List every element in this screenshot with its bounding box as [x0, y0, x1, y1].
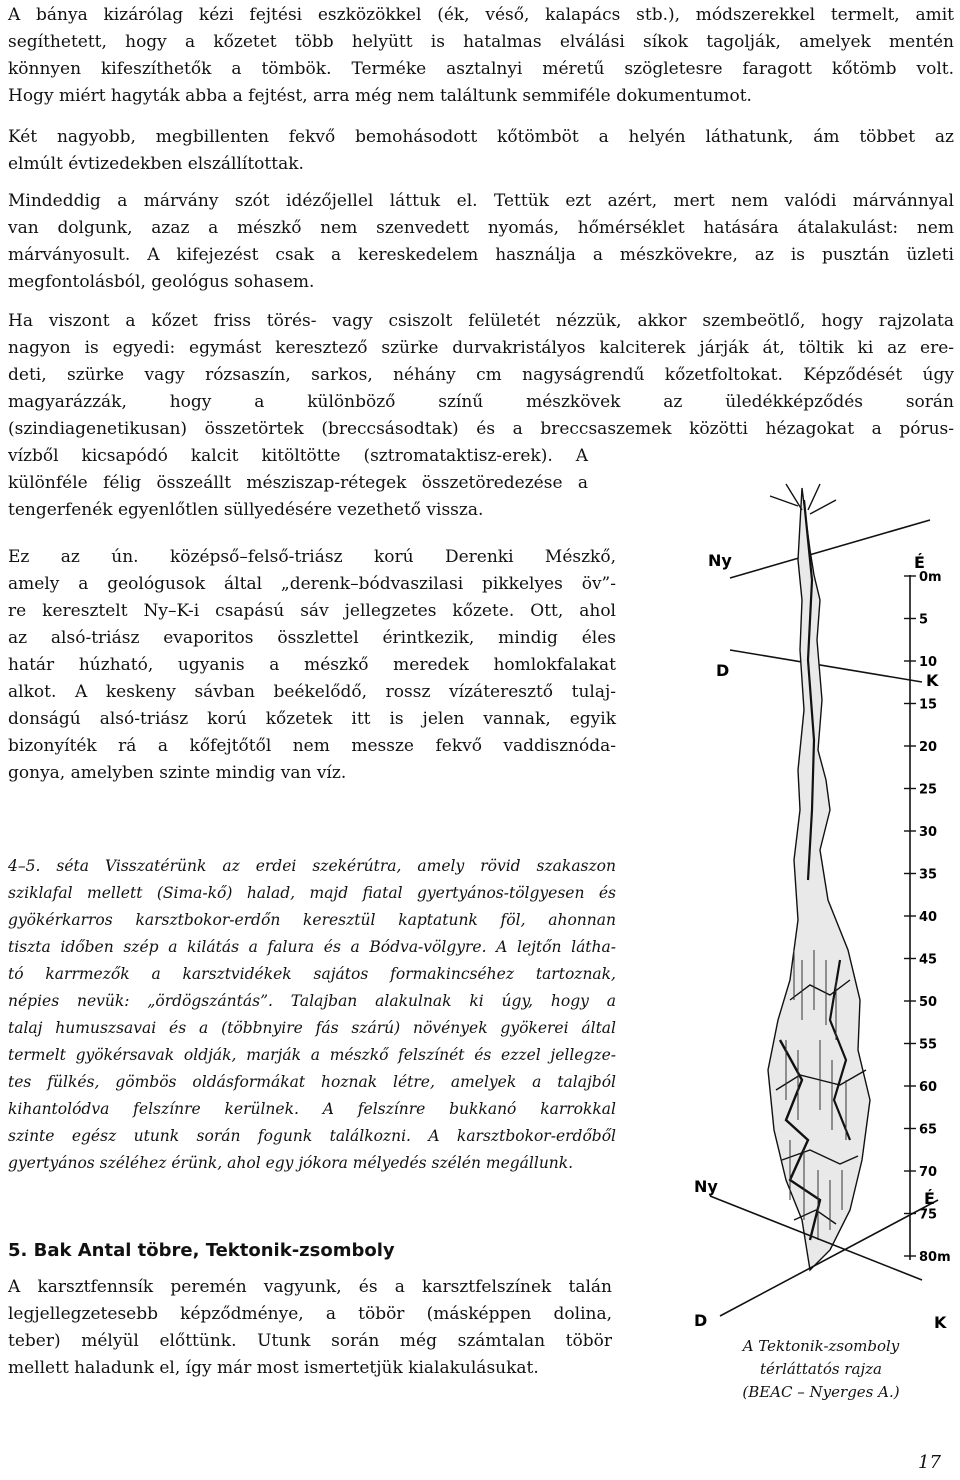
- walk-paragraph: [8, 853, 616, 1177]
- paragraph-quarry: [8, 2, 954, 110]
- depth-tick-label: 30: [919, 825, 938, 840]
- top-label-e: É: [914, 553, 925, 572]
- text-line: márványosult. A kifejezést csak a kereskedelem használja a mészkövekre, az is pusztán üzleti: [8, 245, 954, 265]
- depth-tick-label: 60: [919, 1080, 938, 1095]
- text-line: talaj humuszsavai és a (többnyire fás szárú) növények gyökerei által: [8, 1019, 616, 1037]
- depth-tick-label: 5: [919, 612, 929, 628]
- text-line: határ húzható, ugyanis a mészkő meredek homlokfalakat: [8, 655, 616, 675]
- depth-tick-label: 75: [919, 1207, 938, 1223]
- paragraph-derenk: [8, 544, 616, 787]
- section-heading: 5. Bak Antal töbre, Tektonik-zsomboly: [8, 1240, 395, 1261]
- text-line: vízből kicsapódó kalcit kitöltötte (sztromataktisz-erek). A: [8, 446, 588, 466]
- text-line: elmúlt évtizedekben elszállítottak.: [8, 154, 304, 174]
- text-line: gyertyános széléhez érünk, ahol egy jókora mélyedés szélén megállunk.: [8, 1154, 574, 1172]
- text-line: Ha viszont a kőzet friss törés- vagy csiszolt felületét nézzük, akkor szembeötlő, hogy rajzolata: [8, 311, 954, 331]
- top-compass: [730, 520, 930, 682]
- top-label-k: K: [926, 671, 939, 690]
- depth-tick-label: 40: [919, 910, 938, 925]
- text-line: bizonyíték rá a kőfejtőtől nem messze fekvő vaddisznóda-: [8, 736, 616, 756]
- text-line: re keresztelt Ny–K-i csapású sáv jellegzetes kőzete. Ott, ahol: [8, 601, 616, 621]
- text-line: legjellegzetesebb képződménye, a töbör (másképpen dolina,: [8, 1304, 612, 1324]
- text-line: alkot. A keskeny sávban beékelődő, rossz vízáteresztő tulaj-: [8, 682, 616, 702]
- caption-line: (BEAC – Nyerges A.): [742, 1383, 900, 1401]
- depth-tick-label: 50: [919, 995, 938, 1010]
- text-line: Ez az ún. középső–felső-triász korú Derenki Mészkő,: [8, 547, 616, 567]
- text-line: tiszta időben szép a kilátás a falura és a Bódva-völgyre. A lejtőn látha-: [8, 938, 616, 956]
- depth-tick-label: 10: [919, 655, 938, 670]
- depth-tick-label: 70: [919, 1165, 938, 1180]
- depth-tick-label: 0m: [919, 570, 942, 585]
- text-line: szinte egész utunk során fogunk találkozni. A karsztbokor-erdőből: [8, 1127, 616, 1145]
- text-line: donságú alsó-triász korú kőzetek itt is jelen vannak, egyik: [8, 709, 616, 729]
- depth-tick-label: 35: [919, 867, 938, 883]
- depth-tick-label: 80m: [919, 1250, 951, 1265]
- text-line: termelt gyökérsavak oldják, marják a mészkő felszínét és ezzel jellegze-: [8, 1046, 616, 1064]
- text-line: gyökérkarros karsztbokor-erdőn keresztül kaptatunk föl, ahonnan: [8, 911, 616, 929]
- caption-line: A Tektonik-zsomboly: [742, 1337, 900, 1355]
- depth-tick-label: 65: [919, 1122, 938, 1138]
- figure-caption: [690, 1335, 952, 1404]
- cave-drawing: [690, 480, 958, 1340]
- text-line: mellett haladunk el, így már most ismertetjük kialakulásukat.: [8, 1358, 539, 1378]
- text-line: amely a geológusok által „derenk–bódvaszilasi pikkelyes öv”-: [8, 574, 616, 594]
- text-line: teber) mélyül előttünk. Utunk során még számtalan töbör: [8, 1331, 612, 1351]
- text-line: megfontolásból, geológus sohasem.: [8, 272, 315, 292]
- page-number: 17: [918, 1452, 941, 1473]
- text-line: Hogy miért hagyták abba a fejtést, arra még nem találtunk semmiféle dokumentumot.: [8, 86, 752, 106]
- bottom-label-e: É: [924, 1189, 935, 1208]
- caption-line: térláttatós rajza: [760, 1360, 882, 1378]
- text-line: 4–5. séta Visszatérünk az erdei szekérútra, amely rövid szakaszon: [8, 857, 616, 875]
- text-line: különféle félig összeállt mésziszap-rétegek összetöredezése a: [8, 473, 588, 493]
- text-line: könnyen kifeszíthetők a tömbök. Terméke asztalnyi méretű szögletesre faragott kőtömb volt.: [8, 59, 954, 79]
- text-line: A bánya kizárólag kézi fejtési eszközökkel (ék, véső, kalapács stb.), módszerekkel termelt, amit: [8, 5, 954, 25]
- bottom-label-d: D: [694, 1311, 708, 1330]
- paragraph-marble: [8, 188, 954, 296]
- text-line: A karsztfennsík peremén vagyunk, és a karsztfelszínek talán: [8, 1277, 612, 1297]
- bottom-label-k: K: [934, 1313, 947, 1332]
- top-label-ny: Ny: [708, 551, 732, 570]
- paragraph-pattern: [8, 308, 954, 443]
- text-line: tengerfenék egyenlőtlen süllyedésére vezethető vissza.: [8, 500, 484, 520]
- bottom-label-ny: Ny: [694, 1177, 718, 1196]
- text-line: népies nevük: „ördögszántás”. Talajban alakulnak ki úgy, hogy a: [8, 992, 616, 1010]
- top-label-d: D: [716, 661, 730, 680]
- cave-figure: [690, 480, 958, 1340]
- paragraph-blocks: [8, 124, 954, 178]
- text-line: tó karrmezők a karsztvidékek sajátos formakincséhez tartoznak,: [8, 965, 616, 983]
- depth-tick-label: 20: [919, 740, 938, 755]
- depth-tick-label: 45: [919, 952, 938, 968]
- text-line: segíthetett, hogy a kőzetet több helyütt is hatalmas elválási síkok tagolják, amelyek mentén: [8, 32, 954, 52]
- depth-tick-label: 55: [919, 1037, 938, 1053]
- shaft-drawing: [768, 484, 870, 1270]
- text-line: az alsó-triász evaporitos összlettel érintkezik, mindig éles: [8, 628, 616, 648]
- text-line: deti, szürke vagy rózsaszín, sarkos, néhány cm nagyságrendű kőzetfoltokat. Képződését úgy: [8, 365, 954, 385]
- depth-tick-label: 25: [919, 782, 938, 798]
- text-line: (szindiagenetikusan) összetörtek (breccsásodtak) és a breccsaszemek közötti hézagokat a pórus-: [8, 419, 954, 439]
- text-line: kihantolódva felszínre kerülnek. A felszínre bukkanó karrokkal: [8, 1100, 616, 1118]
- paragraph-pattern-cont: [8, 443, 588, 524]
- depth-tick-label: 15: [919, 697, 938, 713]
- text-line: sziklafal mellett (Sima-kő) halad, majd fiatal gyertyános-tölgyesen és: [8, 884, 616, 902]
- section-paragraph: [8, 1274, 612, 1382]
- text-line: Mindeddig a márvány szót idézőjellel láttuk el. Tettük ezt azért, mert nem valódi márvánnyal: [8, 191, 954, 211]
- text-line: nagyon is egyedi: egymást keresztező szürke durvakristályos kalciterek járják át, töltik ki az ere-: [8, 338, 954, 358]
- text-line: magyarázzák, hogy a különböző színű mészkövek az üledékképződés során: [8, 392, 954, 412]
- text-line: gonya, amelyben szinte mindig van víz.: [8, 763, 347, 783]
- text-line: Két nagyobb, megbillenten fekvő bemohásodott kőtömböt a helyén láthatunk, ám többet az: [8, 127, 954, 147]
- text-line: van dolgunk, azaz a mészkő nem szenvedett nyomás, hőmérséklet hatására átalakulást: nem: [8, 218, 954, 238]
- text-line: tes fülkés, gömbös oldásformákat hoznak létre, amelyek a talajból: [8, 1073, 616, 1091]
